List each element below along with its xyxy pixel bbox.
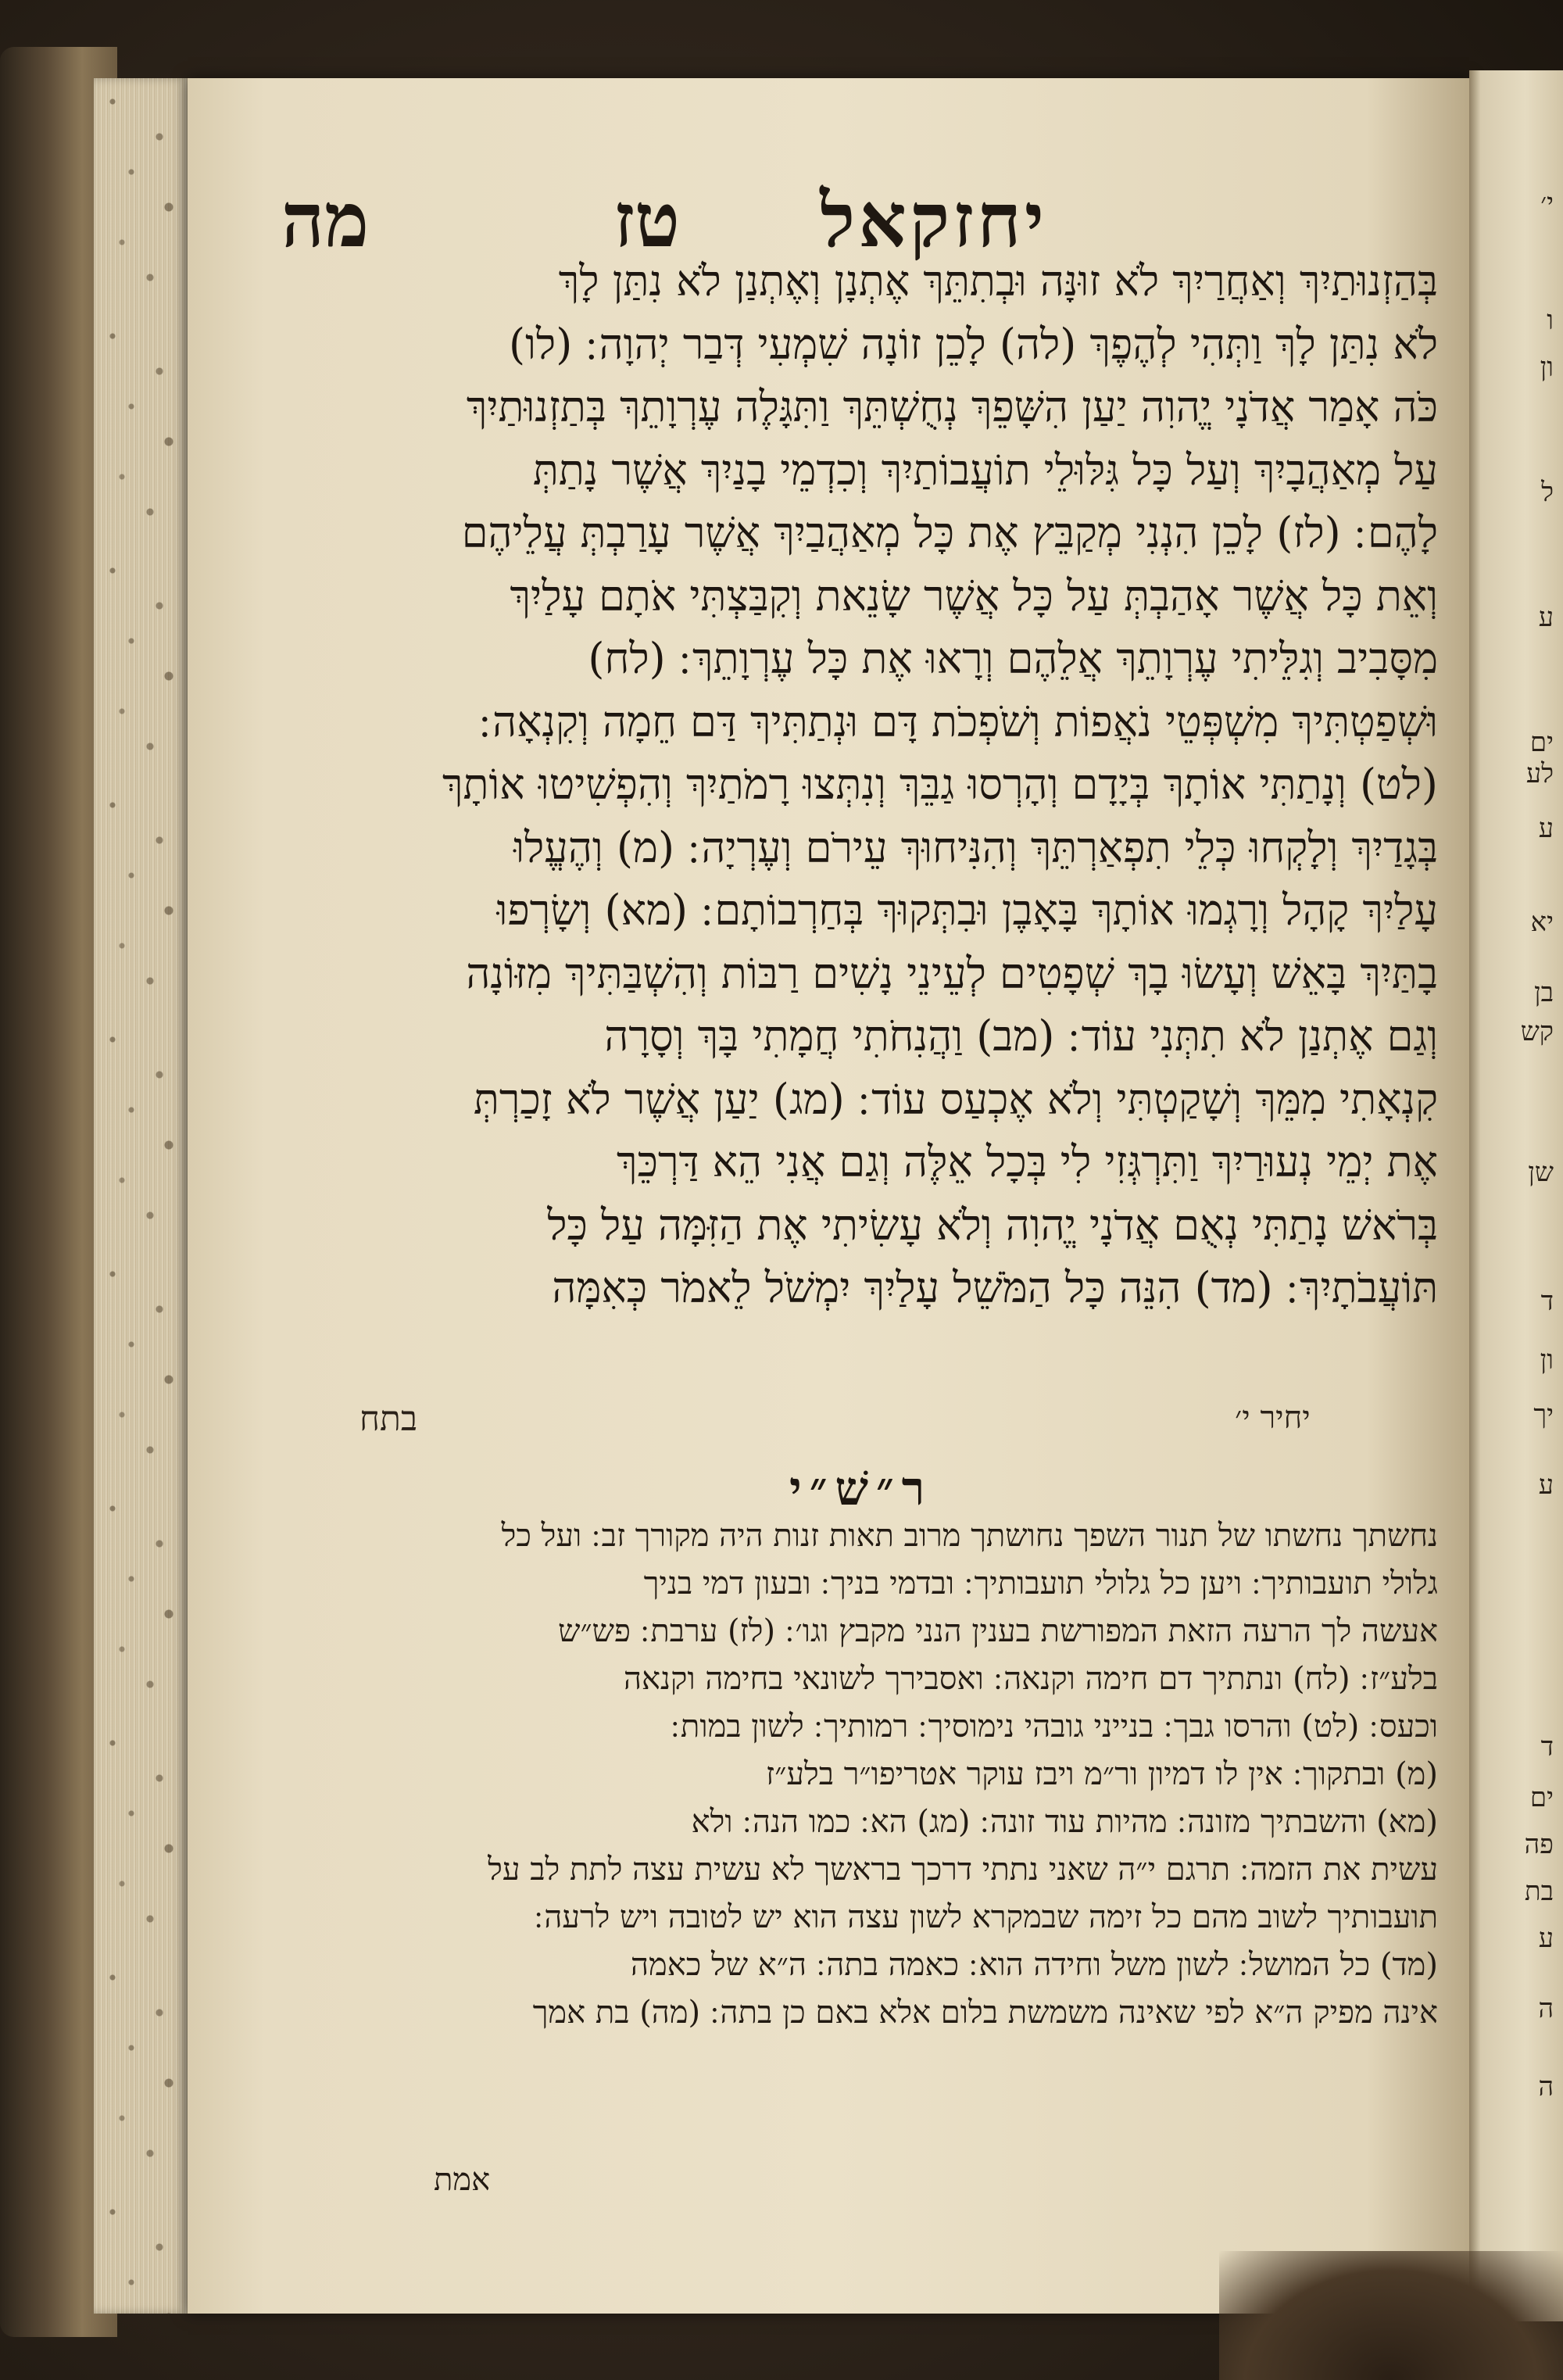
chapter-number: טז [613,176,680,264]
text-line: לֹא נִתַּן לָךְ וַתְּהִי לְהֶפֶךְ (לה) לָכֵן זוֹנָה שִׁמְעִי דְּבַר יְהוָה ׃ (לו) [509,319,1438,369]
facing-page-text: ד [1540,1286,1554,1317]
folio-number: מה [281,176,370,264]
facing-page-edge [1469,70,1563,2321]
facing-page-text: ון [1540,352,1554,383]
facing-page-text: ע [1538,813,1554,844]
text-line: לָהֶם ׃ (לז) לָכֵן הִנְנִי מְקַבֵּץ אֶת כָּל מְאַהֲבַיִךְ אֲשֶׁר עָרַבְתְּ עֲלֵיהֶם [461,508,1438,557]
text-line: בְּגָדַיִךְ וְלָקְחוּ כְּלֵי תִפְאַרְתֵּךְ וְהִנִּיחוּךְ עֵירֹם וְעֶרְיָה ׃ (מ) וְהֶעֱלוּ [513,822,1438,872]
worn-binding-edge [1219,2251,1563,2380]
text-line: (לט) וְנָתַתִּי אוֹתָךְ בְּיָדָם וְהָרְסוּ גַבֵּךְ וְנִתְּצוּ רָמֹתַיִךְ וְהִפְשִׁיטוּ אוֹתָךְ [442,760,1438,809]
text-line: בְּרֹאשׁ נָתַתִּי נְאֻם אֲדֹנָי יֱהוִה וְלֹא עָשִׂיתִי אֶת הַזִּמָּה עַל כָּל [547,1200,1438,1250]
facing-page-text: ה [1538,1993,1554,2024]
commentary-line: (מ) ובתקוך ׃ אין לו דמיון ור״מ ויבז עוקר אטריפו״ר בלע״ז [766,1756,1438,1792]
facing-page-text: שן [1528,1157,1554,1188]
facing-page-text: ון [1540,1344,1554,1376]
facing-page-text: יך [1533,1399,1554,1430]
commentary-line: עשית את הזמה ׃ תרגם י״ה שאני נתתי דרכך בראשך לא עשית עצה לתת לב על [488,1852,1438,1888]
text-line: וְאֵת כָּל אֲשֶׁר אָהַבְתְּ עַל כָּל אֲשֶׁר שָׂנֵאת וְקִבַּצְתִּי אֹתָם עָלַיִךְ [510,571,1438,621]
facing-page-text: יא [1530,907,1554,938]
text-line: בָתַּיִךְ בָּאֵשׁ וְעָשׂוּ בָךְ שְׁפָטִים לְעֵינֵי נָשִׁים רַבּוֹת וְהִשְׁבַּתִּיךְ מִזּוֹנָה [466,948,1438,998]
commentary-line: בלע״ז ׃ (לח) ונתתיך דם חימה וקנאה ׃ ואסבירך לשונאי בחימה וקנאה [624,1661,1438,1697]
text-line: אֶת יְמֵי נְעוּרַיִךְ וַתִּרְגְּזִי לִי בְּכָל אֵלֶּה וְגַם אֲנִי הֵא דַּרְכֵּךְ [617,1137,1438,1186]
commentary-line: אינה מפיק ה״א לפי שאינה משמשת בלום אלא באם כן בתה ׃ (מה) בת אמך [532,1995,1438,2031]
text-line: קִנְאָתִי מִמֵּךְ וְשָׁקַטְתִּי וְלֹא אֶכְעַס עוֹד ׃ (מג) יַעַן אֲשֶׁר לֹא זָכַרְתְּ [473,1074,1438,1124]
text-line: בְּהַזְנוּתַיִךְ וְאַחֲרַיִךְ לֹא זוּנָּה וּבְתִתֵּךְ אֶתְנָן וְאֶתְנַן לֹא נִתַּן לָךְ [558,256,1438,306]
text-line: עָלַיִךְ קָהָל וְרָגְמוּ אוֹתָךְ בָּאָבֶן וּבִתְּקוּךְ בְּחַרְבוֹתָם ׃ (מא) וְשָׂרְפוּ [496,886,1438,935]
commentary-line: נחשתך נחשתו של תנור השפך נחושתך מרוב תאות זנות היה מקורך זב ׃ ועל כל [501,1518,1438,1554]
facing-page-text: בת [1524,1876,1554,1907]
commentary-heading: ר״שׁ״י [789,1462,933,1516]
commentary-line: תועבותיך לשוב מהם כל זימה שבמקרא לשון עצה הוא יש לטובה ויש לרעה ׃ [534,1899,1438,1935]
facing-page-text: י׳ [1540,188,1554,219]
facing-page-text: ד [1540,1731,1554,1763]
facing-page-text: ו [1547,305,1554,336]
book-title: יחזקאל [820,176,1047,264]
facing-page-text: קש [1520,1016,1554,1047]
facing-page-text: ה [1538,2071,1554,2103]
facing-page-text: ל [1541,477,1554,508]
commentary-line: גלולי תועבותיך ׃ ויען כל גלולי תועבותיך ׃ ובדמי בניך ׃ ובעון דמי בניך [643,1566,1438,1602]
commentary-line: וכעס ׃ (לט) והרסו גבך ׃ בנייני גובהי נימוסיך ׃ רמותיך ׃ לשון במות ׃ [671,1709,1438,1745]
text-line: עַל מְאַהֲבָיִךְ וְעַל כָּל גִּלּוּלֵי תוֹעֲבוֹתַיִךְ וְכִדְמֵי בָנַיִךְ אֲשֶׁר נָתַתְּ [532,445,1438,495]
facing-page-text: בן [1533,977,1554,1008]
commentary-text-block [391,1512,1438,2037]
commentary-line: (מד) כל המושל ׃ לשון משל וחידה הוא ׃ כאמה בתה ׃ ה״א של כאמה [631,1947,1438,1983]
text-line: וּשְׁפַטְתִּיךְ מִשְׁפְּטֵי נֹאֲפוֹת וְשֹׁפְכֹת דָּם וּנְתַתִּיךְ דַּם חֵמָה וְקִנְאָה ׃ [478,696,1438,746]
text-line: כֹּה אָמַר אֲדֹנָי יֱהוִה יַעַן הִשָּׁפֵךְ נְחֻשְׁתֵּךְ וַתִּגָּלֶה עֶרְוָתֵךְ בְּתַזְנוּתַיִךְ [466,382,1438,431]
facing-page-text: לע [1525,758,1554,789]
text-line: מִסָּבִיב וְגִלֵּיתִי עֶרְוָתֵךְ אֲלֵהֶם וְרָאוּ אֶת כָּל עֶרְוָתֵךְ ׃ (לח) [588,634,1438,683]
commentary-line: אעשה לך הרעה הזאת המפורשת בענין הנני מקבץ וגו׳ ׃ (לז) ערבת ׃ פש״ש [558,1613,1438,1649]
facing-page-text: ע [1538,1469,1554,1501]
catchword: בתח [359,1399,418,1439]
facing-page-text: ים [1529,1782,1554,1813]
marginal-note: יחיר י׳ [1235,1400,1311,1436]
commentary-line: (מא) והשבתיך מזונה ׃ מהיות עוד זונה ׃ (מג) הא ׃ כמו הנה ׃ ולא [691,1804,1438,1840]
scripture-text-block [344,250,1438,1320]
facing-page-text: ע [1538,602,1554,633]
commentary-catchword: אמת [434,2162,491,2198]
text-line: וְגַם אֶתְנַן לֹא תִתְּנִי עוֹד ׃ (מב) וַהֲנִחֹתִי חֲמָתִי בָּךְ וְסָרָה [604,1011,1438,1061]
facing-page-text: פה [1524,1829,1554,1860]
text-line: תּוֹעֲבֹתָיִךְ ׃ (מד) הִנֵּה כָּל הַמֹּשֵׁל עָלַיִךְ יִמְשֹׁל לֵאמֹר כְּאִמָּה [552,1263,1438,1312]
facing-page-text: ע [1538,1923,1554,1954]
facing-page-text: ים [1529,727,1554,758]
page-edge-speckles [94,78,188,2314]
